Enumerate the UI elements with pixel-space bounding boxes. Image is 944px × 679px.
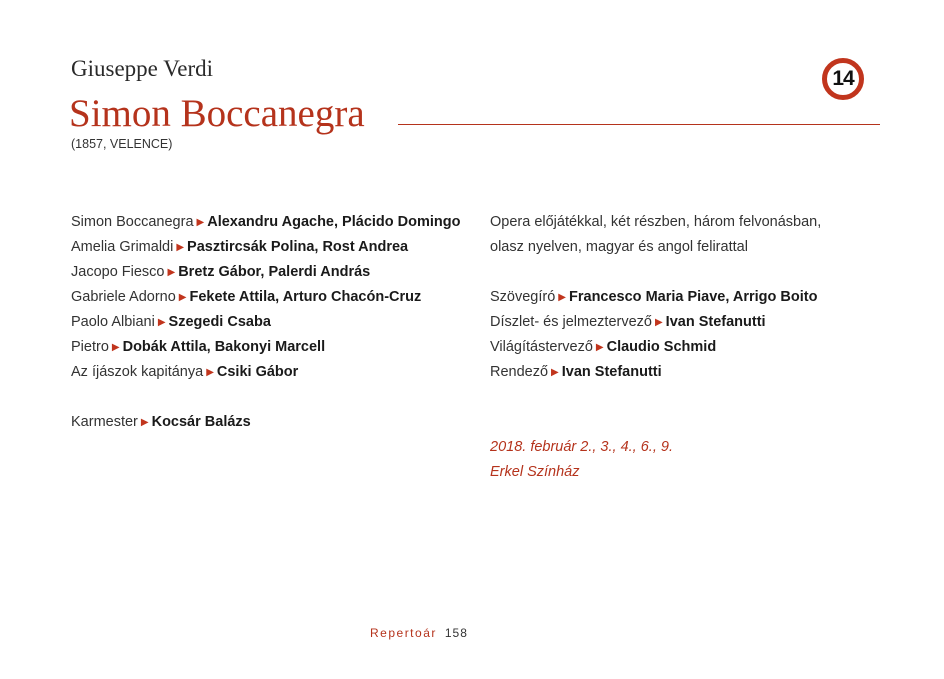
cast-role: Pietro: [71, 339, 109, 355]
title-rule: [398, 124, 880, 125]
triangle-right-icon: ▶: [196, 217, 205, 228]
conductor-row: [71, 410, 471, 435]
page-footer: [370, 626, 468, 640]
crew-performers: Ivan Stefanutti: [665, 314, 766, 330]
triangle-right-icon: ▶: [558, 292, 566, 303]
crew-performers: Ivan Stefanutti: [561, 364, 662, 380]
page-number: 158: [444, 626, 468, 640]
conductor-role: Karmester: [71, 414, 138, 430]
cast-role: Amelia Grimaldi: [71, 239, 174, 255]
cast-row: [71, 260, 471, 285]
footer-section: Repertoár: [370, 626, 437, 640]
composer-name: Giuseppe Verdi: [71, 56, 214, 81]
age-rating-badge: 14: [822, 58, 864, 100]
triangle-right-icon: ▶: [178, 292, 187, 303]
opera-title: Simon Boccanegra: [69, 92, 365, 135]
cast-row: [71, 360, 471, 385]
cast-row: [71, 310, 471, 335]
info-line: Opera előjátékkal, két részben, három felvonásban,: [490, 214, 822, 230]
info-line: olasz nyelven, magyar és angol felirattal: [490, 239, 748, 255]
cast-performers: Dobák Attila, Bakonyi Marcell: [122, 339, 326, 355]
cast-role: Paolo Albiani: [71, 314, 155, 330]
conductor-name: Kocsár Balázs: [151, 414, 251, 430]
cast-column: [71, 210, 471, 435]
cast-role: Az íjászok kapitánya: [71, 364, 204, 380]
crew-performers: Claudio Schmid: [606, 339, 717, 355]
cast-row: [71, 285, 471, 310]
crew-row: [490, 310, 890, 335]
production-column: [490, 210, 890, 485]
triangle-right-icon: ▶: [206, 367, 214, 378]
premiere-info: (1857, VELENCE): [71, 137, 173, 151]
spacer: [71, 385, 471, 410]
spacer: [490, 385, 890, 410]
cast-role: Gabriele Adorno: [71, 289, 176, 305]
triangle-right-icon: ▶: [595, 342, 604, 353]
triangle-right-icon: ▶: [176, 242, 185, 253]
crew-performers: Francesco Maria Piave, Arrigo Boito: [569, 289, 818, 305]
triangle-right-icon: ▶: [167, 267, 176, 278]
cast-performers: Bretz Gábor, Palerdi András: [178, 264, 371, 280]
cast-row: [71, 335, 471, 360]
cast-performers: Alexandru Agache, Plácido Domingo: [207, 214, 461, 230]
cast-performers: Pasztircsák Polina, Rost Andrea: [187, 239, 409, 255]
triangle-right-icon: ▶: [111, 342, 120, 353]
cast-performers: Fekete Attila, Arturo Chacón-Cruz: [189, 289, 422, 305]
performance-dates: 2018. február 2., 3., 4., 6., 9.: [490, 439, 673, 455]
cast-performers: Csiki Gábor: [216, 364, 299, 380]
crew-role: Világítástervező: [490, 339, 593, 355]
crew-row: [490, 285, 890, 310]
triangle-right-icon: ▶: [551, 367, 559, 378]
cast-role: Simon Boccanegra: [71, 214, 194, 230]
cast-row: [71, 235, 471, 260]
crew-row: [490, 360, 890, 385]
cast-row: [71, 210, 471, 235]
triangle-right-icon: ▶: [157, 317, 166, 328]
crew-role: Szövegíró: [490, 289, 556, 305]
crew-role: Rendező: [490, 364, 549, 380]
spacer: [490, 410, 890, 435]
cast-performers: Szegedi Csaba: [168, 314, 271, 330]
triangle-right-icon: ▶: [140, 417, 149, 428]
crew-role: Díszlet- és jelmeztervező: [490, 314, 652, 330]
cast-role: Jacopo Fiesco: [71, 264, 165, 280]
venue: Erkel Színház: [490, 464, 580, 480]
triangle-right-icon: ▶: [654, 317, 663, 328]
spacer: [490, 260, 890, 285]
crew-row: [490, 335, 890, 360]
